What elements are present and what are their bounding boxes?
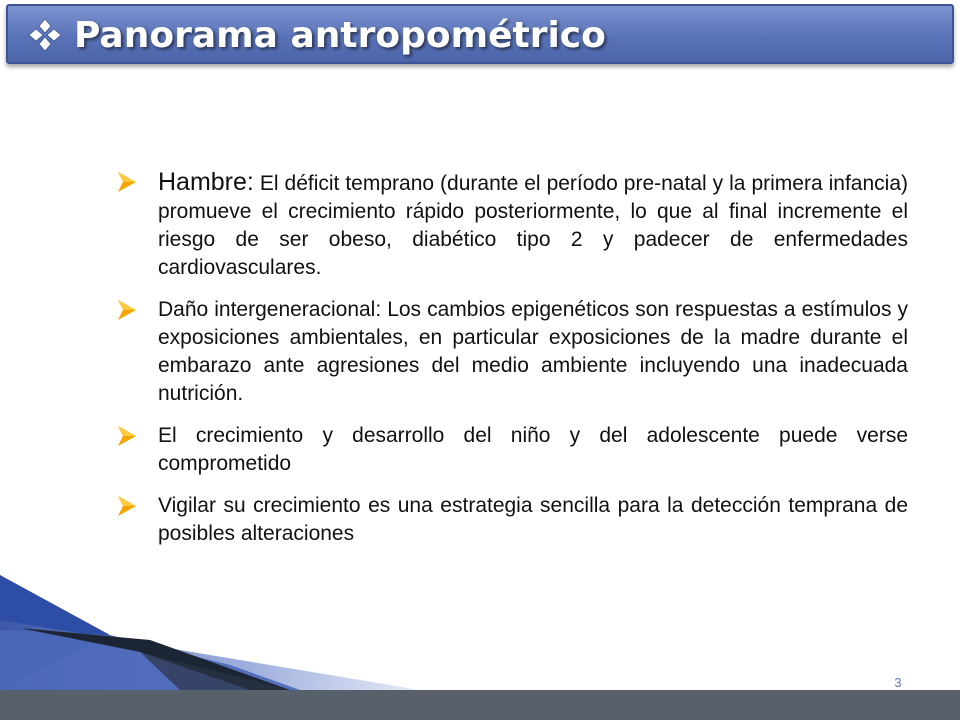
footer-bar [0, 690, 960, 720]
page-number: 3 [894, 675, 902, 690]
bullet-lead: Hambre: [158, 168, 254, 196]
four-diamond-bullet-icon [28, 18, 62, 52]
bullet-text: Vigilar su crecimiento es una estrategia sencilla para la detección temprana de posibles alteraciones [158, 494, 908, 545]
bullet-list [118, 168, 908, 562]
slide-title: Panorama antropométrico [74, 15, 606, 56]
bullet-item [118, 492, 908, 548]
title-bar [6, 4, 954, 64]
bullet-item [118, 168, 908, 282]
bullet-text: El déficit temprano (durante el período pre-natal y la primera infancia) promueve el crecimiento rápido posteriormente, lo que al final incremente el riesgo de ser obeso, diabético tipo 2 y padecer de enfermedades cardiovasculares. [158, 172, 908, 279]
bullet-item [118, 422, 908, 478]
corner-decoration [0, 560, 420, 690]
arrowhead-bullet-icon [118, 496, 136, 516]
bullet-item [118, 296, 908, 408]
bullet-text: El crecimiento y desarrollo del niño y del adolescente puede verse comprometido [158, 424, 908, 475]
arrowhead-bullet-icon [118, 172, 136, 192]
bullet-text: Daño intergeneracional: Los cambios epigenéticos son respuestas a estímulos y exposiciones ambientales, en particular exposiciones de la madre durante el embarazo ante agresiones del medio ambiente incluyendo una inadecuada nutrición. [158, 298, 908, 405]
arrowhead-bullet-icon [118, 300, 136, 320]
arrowhead-bullet-icon [118, 426, 136, 446]
